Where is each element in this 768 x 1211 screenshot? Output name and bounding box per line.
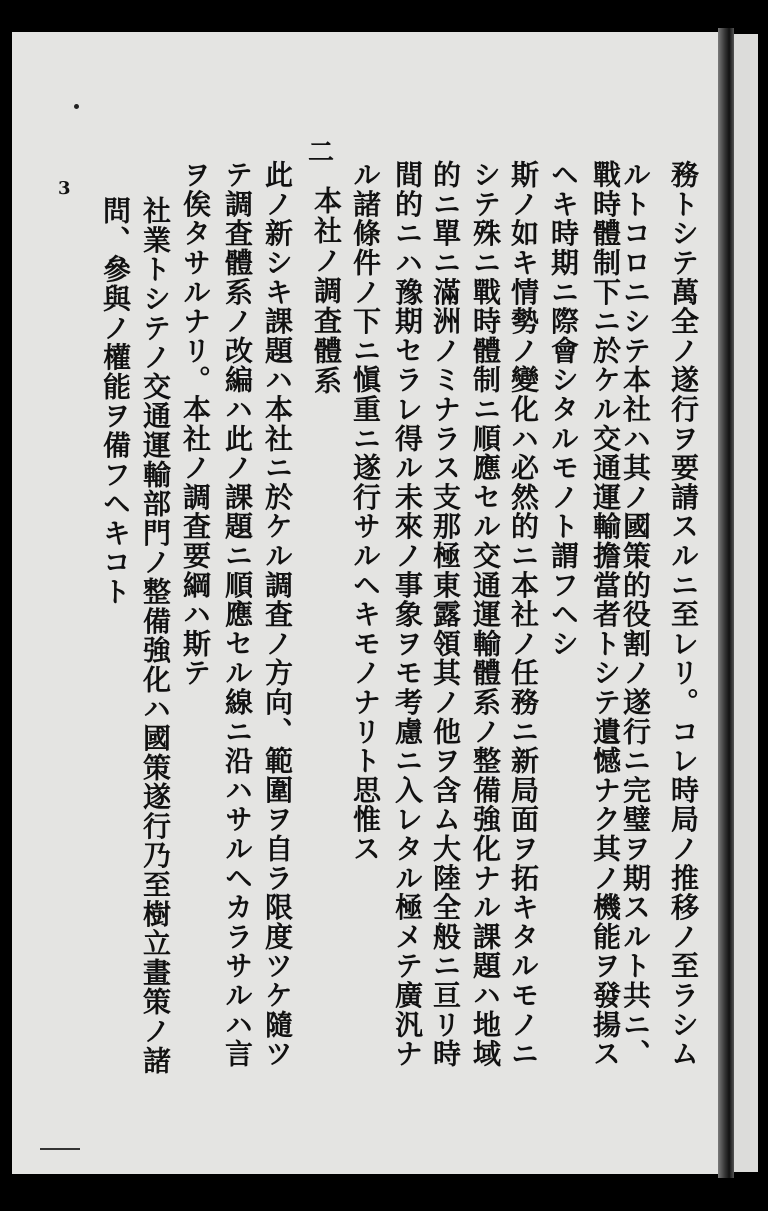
text-column-8: 間的ニハ豫期セラレ得ル未來ノ事象ヲモ考慮ニ入レタル極メテ廣汎ナ	[391, 160, 424, 1069]
margin-mark	[40, 1148, 80, 1150]
text-column-10: 此ノ新シキ課題ハ本社ニ於ケル調査ノ方向、範圍ヲ自ラ限度ツケ隨ツ	[261, 160, 294, 1069]
text-column-3: 戰時體制下ニ於ケル交通運輸擔當者トシテ遺憾ナク其ノ機能ヲ發揚ス	[589, 160, 622, 1069]
text-column-13: 社業トシテノ交通運輸部門ノ整備強化ハ國策遂行乃至樹立畫策ノ諸	[139, 196, 172, 1075]
text-column-12: ヲ俟タサルナリ。本社ノ調査要綱ハ斯テ	[179, 160, 212, 688]
text-column-6: シテ殊ニ戰時體制ニ順應セル交通運輸體系ノ整備強化ナル課題ハ地域	[469, 160, 502, 1069]
page-number: 3	[58, 178, 71, 199]
text-column-9: ル諸條件ノ下ニ愼重ニ遂行サルヘキモノナリト思惟ス	[349, 160, 382, 864]
book-spine	[718, 28, 734, 1178]
section-number: 二	[307, 138, 334, 168]
text-column-5: 斯ノ如キ情勢ノ變化ハ必然的ニ本社ノ任務ニ新局面ヲ拓キタルモノニ	[507, 160, 540, 1069]
text-column-11: テ調査體系ノ改編ハ此ノ課題ニ順應セル線ニ沿ハサルヘカラサルハ言	[221, 160, 254, 1069]
text-column-2: ルトコロニシテ本社ハ其ノ國策的役割ノ遂行ニ完璧ヲ期スルト共ニ、	[619, 160, 652, 1069]
section-heading: 本社ノ調査體系	[310, 186, 343, 396]
text-column-14: 問、參與ノ權能ヲ備フヘキコト	[99, 196, 132, 607]
text-column-7: 的ニ單ニ滿洲ノミナラス支那極東露領其ノ他ヲ含ム大陸全般ニ亘リ時	[429, 160, 462, 1069]
adjacent-page-edge	[734, 34, 758, 1172]
text-column-1: 務トシテ萬全ノ遂行ヲ要請スルニ至レリ。コレ時局ノ推移ノ至ラシム	[667, 160, 700, 1069]
text-column-4: ヘキ時期ニ際會シタルモノト謂フヘシ	[547, 160, 580, 659]
ink-speck	[74, 104, 79, 109]
